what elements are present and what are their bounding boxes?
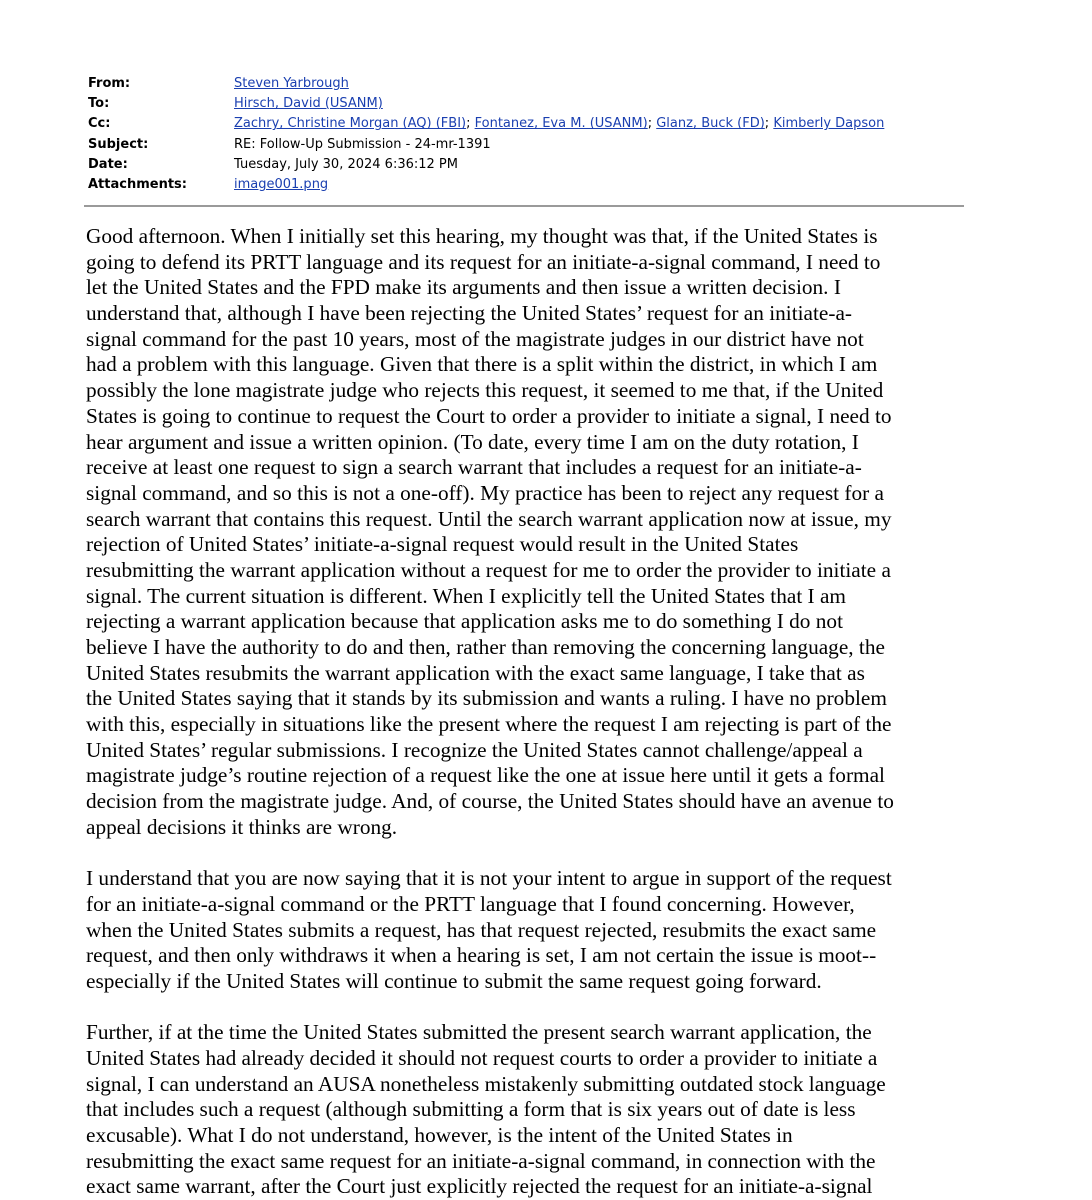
cc-separator: ; [647, 116, 657, 132]
body-line: decision from the magistrate judge. And, of course, the United States should have an avenue to [86, 789, 894, 814]
body-line: rejecting a warrant application because that application asks me to do something I do not [86, 609, 843, 634]
body-line: United States had already decided it should not request courts to order a provider to initiate a [86, 1046, 878, 1070]
body-line: with this, especially in situations like the present where the request I am rejecting is part of the [86, 712, 892, 737]
attachments-label: Attachments: [88, 176, 187, 192]
body-paragraph [86, 866, 966, 994]
cc-separator: ; [466, 116, 475, 132]
body-line: excusable). What I do not understand, however, is the intent of the United States in [86, 1123, 793, 1148]
paragraph-gap [86, 841, 966, 867]
cc-recipient-link[interactable]: Glanz, Buck (FD) [656, 116, 765, 132]
body-line: the United States saying that it stands by its submission and wants a ruling. I have no problem [86, 686, 887, 711]
cc-recipient-link[interactable]: Fontanez, Eva M. (USANM) [474, 116, 648, 132]
to-row [88, 94, 964, 114]
body-line: for an initiate-a-signal command or the PRTT language that I found concerning. However, [86, 891, 855, 916]
body-paragraph [86, 1020, 966, 1200]
body-line: exact same warrant, after the Court just explicitly rejected the request for an initiate-a-signal [86, 1174, 873, 1199]
subject-value: RE: Follow-Up Submission - 24-mr-1391 [234, 136, 491, 152]
body-line: search warrant that contains this request. Until the search warrant application now at issue, my [86, 506, 892, 531]
date-label: Date: [88, 156, 128, 172]
email-header [88, 74, 964, 195]
body-line: rejection of United States’ initiate-a-signal request would result in the United States [86, 532, 799, 557]
to-recipient-link[interactable]: Hirsch, David (USANM) [234, 96, 383, 112]
from-row [88, 74, 964, 94]
header-divider [84, 205, 964, 207]
body-line: resubmitting the warrant application without a request for me to order the provider to initiate a [86, 557, 891, 582]
body-line: especially if the United States will continue to submit the same request going forward. [86, 968, 822, 993]
body-line: going to defend its PRTT language and its request for an initiate-a-signal command, I need to [86, 249, 881, 274]
body-line: understand that, although I have been rejecting the United States’ request for an initiate-a- [86, 301, 853, 326]
body-line: magistrate judge’s routine rejection of a request like the one at issue here until it gets a formal [86, 763, 885, 788]
cc-separator: ; [764, 116, 774, 132]
from-label: From: [88, 76, 131, 91]
date-value: Tuesday, July 30, 2024 6:36:12 PM [234, 156, 458, 172]
subject-row [88, 135, 964, 155]
email-body [86, 224, 966, 1200]
body-line: appeal decisions it thinks are wrong. [86, 814, 398, 839]
body-line: possibly the lone magistrate judge who rejects this request, it seemed to me that, if the United [86, 378, 884, 403]
paragraph-gap [86, 995, 966, 1021]
from-sender-link[interactable]: Steven Yarbrough [234, 76, 349, 91]
attachments-row [88, 175, 964, 195]
cc-recipient-link[interactable]: Kimberly Dapson [773, 116, 885, 132]
body-line: United States’ regular submissions. I recognize the United States cannot challenge/appeal a [86, 737, 863, 762]
body-line: believe I have the authority to do and then, rather than removing the concerning language, the [86, 635, 885, 659]
body-line: that includes such a request (although submitting a form that is six years out of date is less [86, 1097, 856, 1122]
body-line: Good afternoon. When I initially set this hearing, my thought was that, if the United States is [86, 224, 878, 248]
body-line: signal command, and so this is not a one-off). My practice has been to reject any request for a [86, 480, 884, 505]
body-line: I understand that you are now saying that it is not your intent to argue in support of the request [86, 866, 892, 891]
body-line: when the United States submits a request, has that request rejected, resubmits the exact same [86, 917, 877, 942]
body-line: hear argument and issue a written opinion. (To date, every time I am on the duty rotation, I [86, 429, 859, 454]
cc-label: Cc: [88, 116, 111, 132]
subject-label: Subject: [88, 136, 149, 152]
body-line: request, and then only withdraws it when a hearing is set, I am not certain the issue is moot-- [86, 943, 877, 968]
cc-row [88, 114, 964, 134]
body-paragraph [86, 224, 966, 841]
body-line: receive at least one request to sign a search warrant that includes a request for an initiate-a- [86, 455, 862, 480]
cc-recipient-link[interactable]: Zachry, Christine Morgan (AQ) (FBI) [234, 116, 467, 132]
body-line: let the United States and the FPD make its arguments and then issue a written decision. I [86, 275, 841, 300]
to-label: To: [88, 96, 110, 112]
body-line: Further, if at the time the United States submitted the present search warrant application, the [86, 1020, 872, 1045]
date-row [88, 155, 964, 175]
attachment-link[interactable]: image001.png [234, 176, 329, 192]
body-line: States is going to continue to request the Court to order a provider to initiate a signal, I need to [86, 403, 892, 428]
body-line: signal, I can understand an AUSA nonetheless mistakenly submitting outdated stock language [86, 1071, 886, 1096]
body-line: United States resubmits the warrant application with the exact same language, I take that as [86, 660, 865, 685]
body-line: signal. The current situation is different. When I explicitly tell the United States that I am [86, 583, 846, 608]
body-line: had a problem with this language. Given that there is a split within the district, in which I am [86, 352, 878, 377]
body-line: resubmitting the exact same request for an initiate-a-signal command, in connection with the [86, 1148, 876, 1173]
body-line: signal command for the past 10 years, most of the magistrate judges in our district have not [86, 326, 864, 351]
cc-recipients [234, 114, 884, 134]
